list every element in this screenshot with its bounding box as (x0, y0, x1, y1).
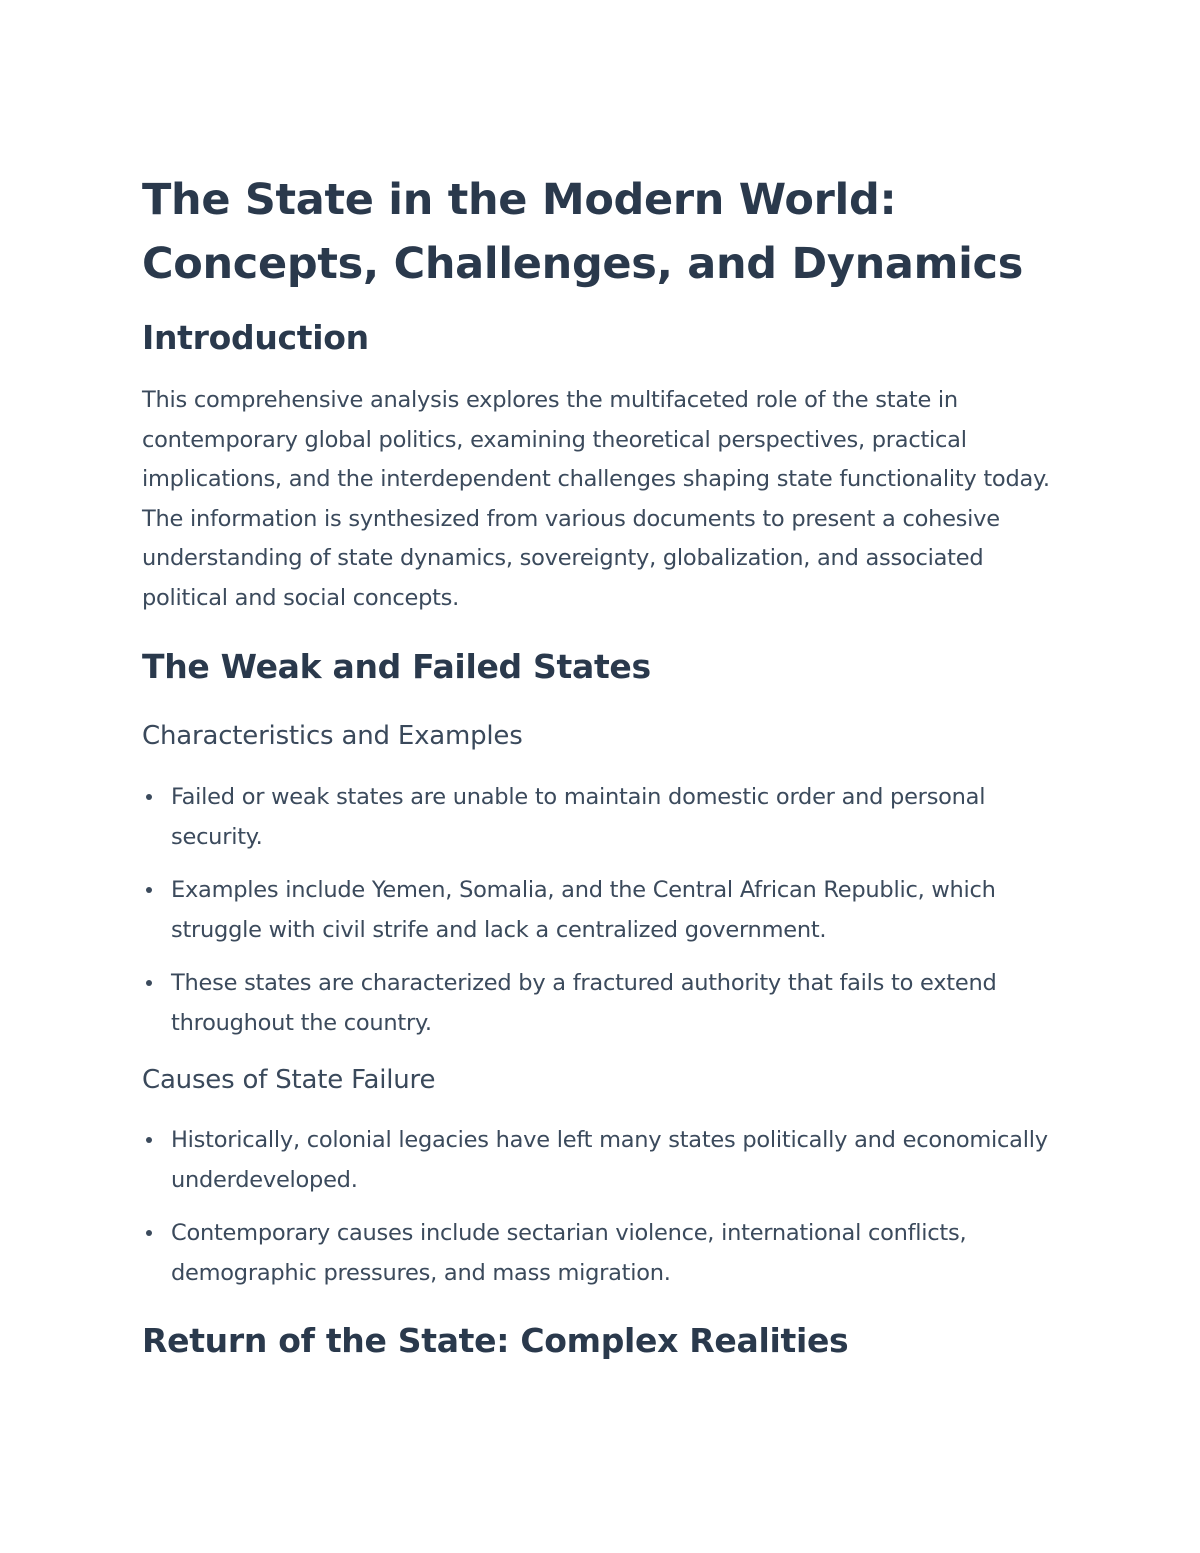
document-title-line-2: Concepts, Challenges, and Dynamics (142, 239, 1024, 289)
causes-list (142, 1120, 1072, 1293)
document-title-line-1: The State in the Modern World: (142, 175, 897, 225)
document-title (142, 168, 1072, 296)
introduction-heading: Introduction (142, 318, 369, 357)
characteristics-heading: Characteristics and Examples (142, 720, 523, 751)
causes-heading: Causes of State Failure (142, 1064, 436, 1095)
list-item: Historically, colonial legacies have left many states politically and economically underdeveloped. (142, 1120, 1072, 1200)
list-item: These states are characterized by a fractured authority that fails to extend throughout the country. (142, 963, 1072, 1043)
characteristics-list (142, 777, 1072, 1043)
list-item: Contemporary causes include sectarian violence, international conflicts, demographic pressures, and mass migration. (142, 1213, 1072, 1293)
introduction-paragraph: This comprehensive analysis explores the multifaceted role of the state in contemporary global politics, examining theoretical perspectives, practical implications, and the interdependent challenges shaping state functionality today. The information is synthesized from various documents to present a cohesive understanding of state dynamics, sovereignty, globalization, and associated political and social concepts. (142, 387, 1050, 611)
list-item: Failed or weak states are unable to maintain domestic order and personal security. (142, 777, 1072, 857)
weak-failed-states-heading: The Weak and Failed States (142, 646, 651, 686)
return-of-state-heading: Return of the State: Complex Realities (142, 1320, 849, 1360)
list-item: Examples include Yemen, Somalia, and the Central African Republic, which struggle with civil strife and lack a centralized government. (142, 870, 1072, 950)
document-page (142, 168, 1072, 1361)
